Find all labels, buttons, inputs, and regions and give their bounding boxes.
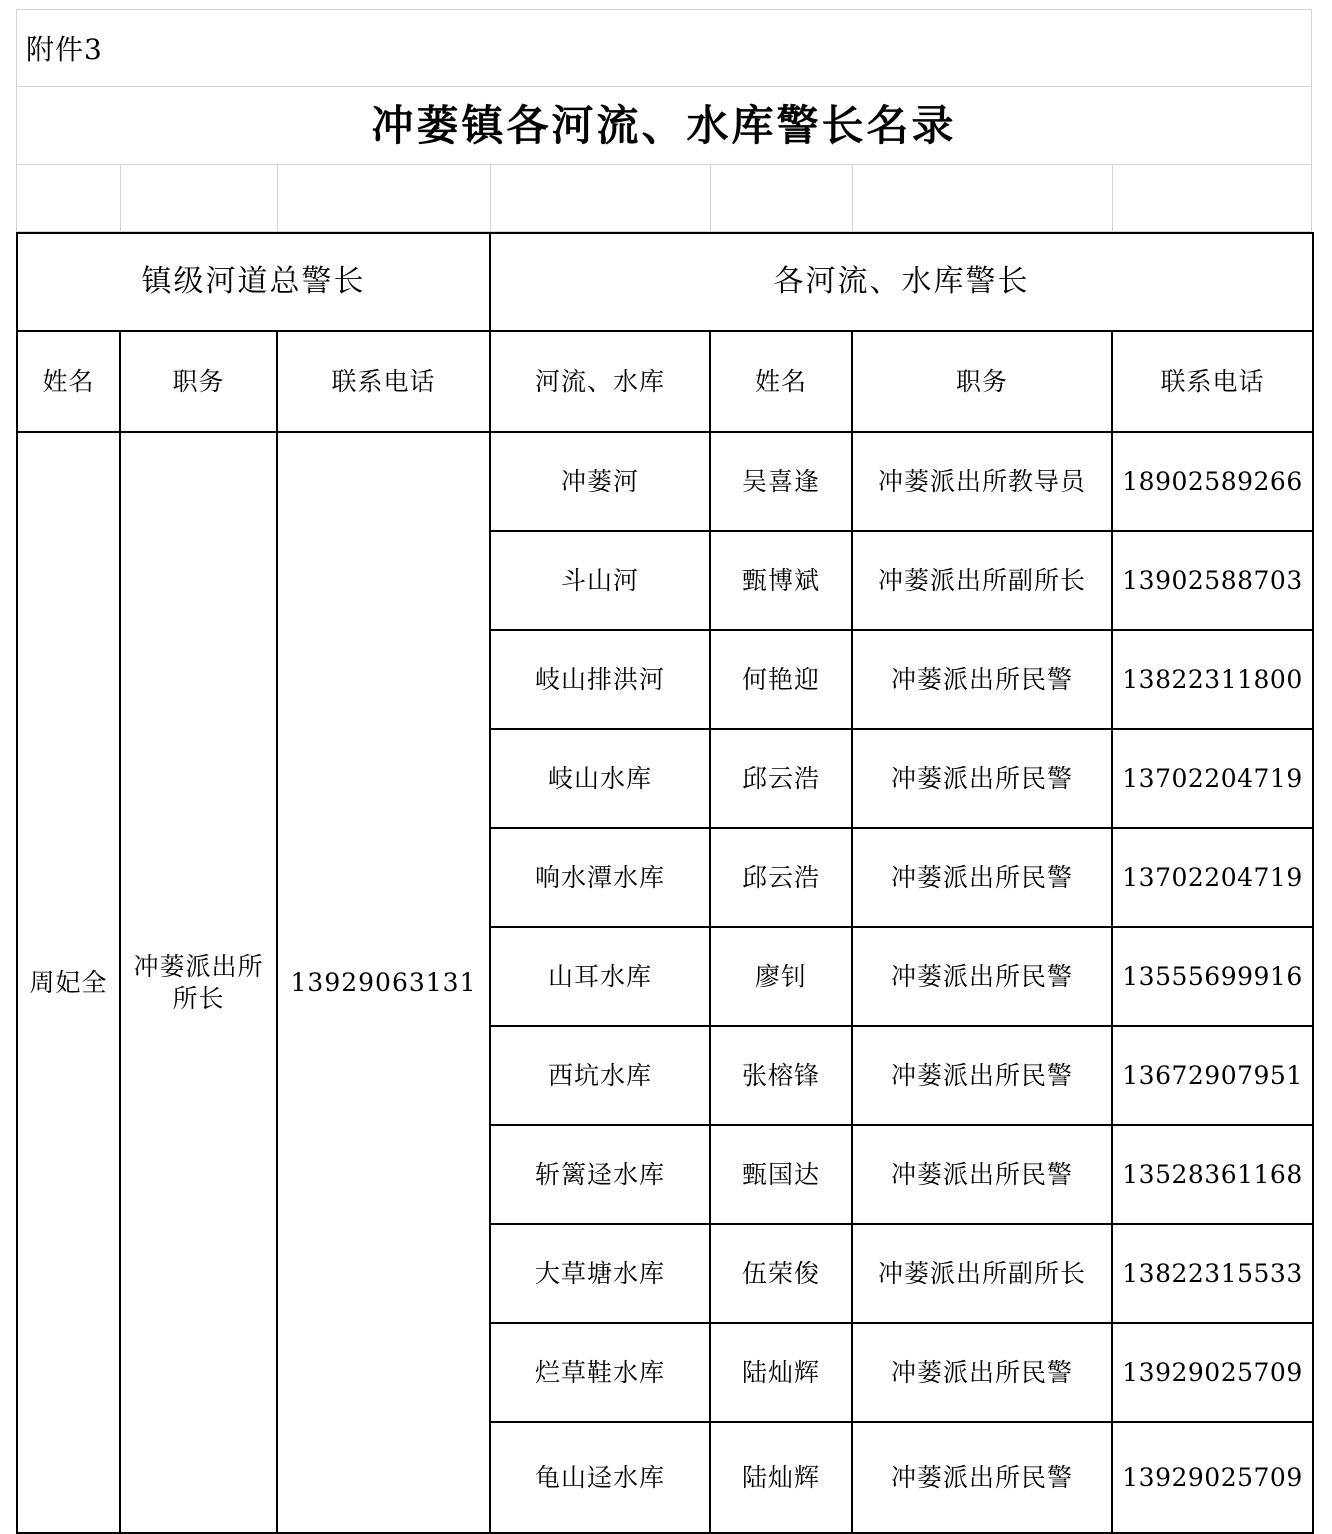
officer-position-cell: 冲蒌派出所民警: [852, 1125, 1112, 1224]
gridline-v: [852, 165, 853, 231]
group-header-water-bodies: 各河流、水库警长: [490, 233, 1313, 331]
officer-position-cell: 冲蒌派出所民警: [852, 1422, 1112, 1533]
officer-position-cell: 冲蒌派出所民警: [852, 1323, 1112, 1422]
officer-name-cell: 吴喜逢: [710, 432, 852, 531]
attachment-label: 附件3: [26, 33, 103, 66]
officer-position-cell: 冲蒌派出所民警: [852, 729, 1112, 828]
water-body-cell: 大草塘水库: [490, 1224, 710, 1323]
town-chief-name-cell: 周妃全: [17, 432, 120, 1533]
officer-name-cell: 邱云浩: [710, 828, 852, 927]
water-body-cell: 龟山迳水库: [490, 1422, 710, 1533]
officer-position-cell: 冲蒌派出所教导员: [852, 432, 1112, 531]
col-header-name: 姓名: [710, 331, 852, 432]
gridline-v: [710, 165, 711, 231]
officer-position-cell: 冲蒌派出所副所长: [852, 1224, 1112, 1323]
officer-name-cell: 陆灿辉: [710, 1422, 852, 1533]
officer-phone-cell: 13528361168: [1112, 1125, 1313, 1224]
attachment-row: [16, 10, 1312, 86]
group-header-row: [17, 233, 1313, 331]
officer-phone-cell: 13702204719: [1112, 828, 1313, 927]
officer-name-cell: 张榕锋: [710, 1026, 852, 1125]
officer-name-cell: 甄国达: [710, 1125, 852, 1224]
officer-phone-cell: 13702204719: [1112, 729, 1313, 828]
officer-name-cell: 伍荣俊: [710, 1224, 852, 1323]
officer-name-cell: 何艳迎: [710, 630, 852, 729]
gridline-h: [16, 164, 1312, 165]
officer-phone-cell: 13555699916: [1112, 927, 1313, 1026]
officer-name-cell: 陆灿辉: [710, 1323, 852, 1422]
officer-position-cell: 冲蒌派出所民警: [852, 828, 1112, 927]
officer-position-cell: 冲蒌派出所副所长: [852, 531, 1112, 630]
gridline-v: [277, 165, 278, 231]
water-body-cell: 斩篱迳水库: [490, 1125, 710, 1224]
officer-phone-cell: 18902589266: [1112, 432, 1313, 531]
town-chief-phone-cell: 13929063131: [277, 432, 490, 1533]
col-header-water-body: 河流、水库: [490, 331, 710, 432]
officer-position-cell: 冲蒌派出所民警: [852, 630, 1112, 729]
water-body-cell: 西坑水库: [490, 1026, 710, 1125]
officer-name-cell: 廖钊: [710, 927, 852, 1026]
water-body-cell: 岐山水库: [490, 729, 710, 828]
water-body-cell: 烂草鞋水库: [490, 1323, 710, 1422]
officer-phone-cell: 13672907951: [1112, 1026, 1313, 1125]
water-body-cell: 山耳水库: [490, 927, 710, 1026]
col-header-town-position: 职务: [120, 331, 277, 432]
gridline-v: [120, 165, 121, 231]
col-header-position: 职务: [852, 331, 1112, 432]
town-chief-position-cell: 冲蒌派出所所长: [120, 432, 277, 1533]
page-title: 冲蒌镇各河流、水库警长名录: [371, 100, 957, 150]
water-body-cell: 冲蒌河: [490, 432, 710, 531]
title-row: [16, 87, 1312, 164]
water-body-cell: 斗山河: [490, 531, 710, 630]
roster-table: [16, 232, 1314, 1534]
officer-phone-cell: 13902588703: [1112, 531, 1313, 630]
water-body-cell: 响水潭水库: [490, 828, 710, 927]
column-header-row: [17, 331, 1313, 432]
col-header-town-name: 姓名: [17, 331, 120, 432]
officer-phone-cell: 13822311800: [1112, 630, 1313, 729]
officer-position-cell: 冲蒌派出所民警: [852, 1026, 1112, 1125]
water-body-cell: 岐山排洪河: [490, 630, 710, 729]
col-header-town-phone: 联系电话: [277, 331, 490, 432]
officer-phone-cell: 13929025709: [1112, 1422, 1313, 1533]
officer-position-cell: 冲蒌派出所民警: [852, 927, 1112, 1026]
col-header-phone: 联系电话: [1112, 331, 1313, 432]
gridline-v: [1112, 165, 1113, 231]
roster-body: [17, 432, 1313, 1533]
gridline-v: [490, 165, 491, 231]
officer-name-cell: 邱云浩: [710, 729, 852, 828]
officer-phone-cell: 13822315533: [1112, 1224, 1313, 1323]
officer-name-cell: 甄博斌: [710, 531, 852, 630]
table-row: [17, 432, 1313, 531]
group-header-town-level: 镇级河道总警长: [17, 233, 490, 331]
officer-phone-cell: 13929025709: [1112, 1323, 1313, 1422]
